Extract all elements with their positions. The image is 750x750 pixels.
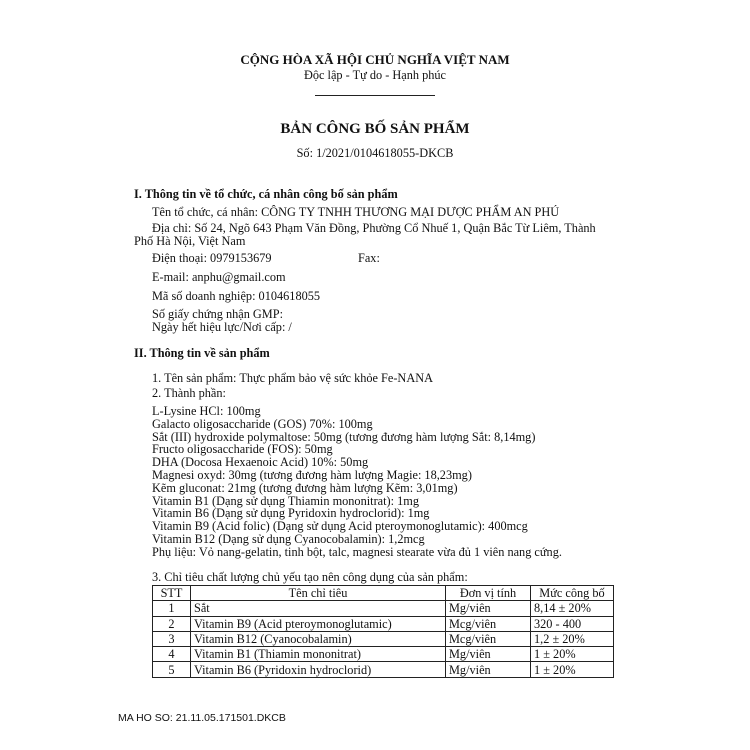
ingredient: Kẽm gluconat: 21mg (tương đương hàm lượng Kẽm: 3,01mg) <box>152 480 458 495</box>
motto: Độc lập - Tự do - Hạnh phúc <box>303 68 446 82</box>
cell-unit: Mg/viên <box>446 647 531 662</box>
excipients: Phụ liệu: Vỏ nang-gelatin, tinh bột, talc, magnesi stearate vừa đủ 1 viên nang cứng. <box>152 544 562 559</box>
cell-name: Vitamin B9 (Acid pteroymonoglutamic) <box>191 616 446 631</box>
record-code: MA HO SO: 21.11.05.171501.DKCB <box>118 712 286 724</box>
quality-table <box>152 585 614 678</box>
cell-value: 1,2 ± 20% <box>531 631 614 646</box>
cell-stt: 1 <box>153 601 191 616</box>
expiry: Ngày hết hiệu lực/Nơi cấp: / <box>152 320 292 334</box>
cell-value: 1 ± 20% <box>531 647 614 662</box>
ingredient-list <box>152 405 562 559</box>
table-row <box>153 601 614 616</box>
ingredient: DHA (Docosa Hexaenoic Acid) 10%: 50mg <box>152 455 369 470</box>
ingredient: Vitamin B6 (Dạng sử dụng Pyridoxin hydroclorid): 1mg <box>152 506 430 521</box>
section1-heading: I. Thông tin về tổ chức, cá nhân công bố sản phẩm <box>134 187 398 201</box>
cell-value: 1 ± 20% <box>531 662 614 677</box>
table-row <box>153 647 614 662</box>
cell-stt: 2 <box>153 616 191 631</box>
tax-code: Mã số doanh nghiệp: 0104618055 <box>152 289 321 303</box>
cell-unit: Mcg/viên <box>446 631 531 646</box>
cell-unit: Mcg/viên <box>446 616 531 631</box>
cell-name: Vitamin B12 (Cyanocobalamin) <box>191 631 446 646</box>
cell-value: 320 - 400 <box>531 616 614 631</box>
org-name: Tên tổ chức, cá nhân: CÔNG TY TNHH THƯƠNG MẠI DƯỢC PHẨM AN PHÚ <box>152 205 560 219</box>
cell-name: Vitamin B1 (Thiamin mononitrat) <box>191 647 446 662</box>
cell-stt: 5 <box>153 662 191 677</box>
table-row <box>153 616 614 631</box>
document-title: BẢN CÔNG BỐ SẢN PHẨM <box>280 121 470 137</box>
ingredient: Galacto oligosaccharide (GOS) 70%: 100mg <box>152 416 373 431</box>
ingredient: Sắt (III) hydroxide polymaltose: 50mg (tương đương hàm lượng Sắt: 8,14mg) <box>152 429 536 444</box>
cell-unit: Mg/viên <box>446 601 531 616</box>
ingredient: Fructo oligosaccharide (FOS): 50mg <box>152 442 333 457</box>
quality-heading: 3. Chỉ tiêu chất lượng chủ yếu tạo nên công dụng của sản phẩm: <box>152 570 468 584</box>
address-line1: Địa chỉ: Số 24, Ngõ 643 Phạm Văn Đồng, Phường Cổ Nhuế 1, Quận Bắc Từ Liêm, Thành <box>152 221 596 235</box>
header-stt: STT <box>153 586 191 601</box>
cell-stt: 4 <box>153 647 191 662</box>
section2-heading: II. Thông tin về sản phẩm <box>134 346 270 360</box>
phone: Điện thoại: 0979153679 <box>152 251 272 265</box>
ingredient: Vitamin B9 (Acid folic) (Dạng sử dụng Acid pteroymonoglutamic): 400mcg <box>152 519 528 534</box>
header-unit: Đơn vị tính <box>446 586 531 601</box>
cell-unit: Mg/viên <box>446 662 531 677</box>
ingredient: L-Lysine HCl: 100mg <box>152 404 261 418</box>
product-name: 1. Tên sản phẩm: Thực phẩm bảo vệ sức khỏe Fe-NANA <box>152 371 433 385</box>
cell-name: Sắt <box>191 601 446 616</box>
divider <box>315 95 435 96</box>
ingredient: Vitamin B12 (Dạng sử dụng Cyanocobalamin): 1,2mcg <box>152 531 425 546</box>
cell-name: Vitamin B6 (Pyridoxin hydroclorid) <box>191 662 446 677</box>
gmp: Số giấy chứng nhận GMP: <box>152 307 283 321</box>
address-line2: Phố Hà Nội, Việt Nam <box>134 234 246 248</box>
ingredient: Magnesi oxyd: 30mg (tương đương hàm lượng Magie: 18,23mg) <box>152 467 472 482</box>
document-number: Số: 1/2021/0104618055-DKCB <box>296 146 454 160</box>
nation-header: CỘNG HÒA XÃ HỘI CHỦ NGHĨA VIỆT NAM <box>240 52 510 67</box>
header-name: Tên chỉ tiêu <box>191 586 446 601</box>
table-row <box>153 662 614 677</box>
fax: Fax: <box>358 251 380 265</box>
table-header-row <box>153 586 614 601</box>
cell-stt: 3 <box>153 631 191 646</box>
composition-label: 2. Thành phần: <box>152 386 226 400</box>
header-value: Mức công bố <box>531 586 614 601</box>
email: E-mail: anphu@gmail.com <box>152 270 286 284</box>
ingredient: Vitamin B1 (Dạng sử dụng Thiamin mononitrat): 1mg <box>152 493 419 508</box>
cell-value: 8,14 ± 20% <box>531 601 614 616</box>
table-row <box>153 631 614 646</box>
